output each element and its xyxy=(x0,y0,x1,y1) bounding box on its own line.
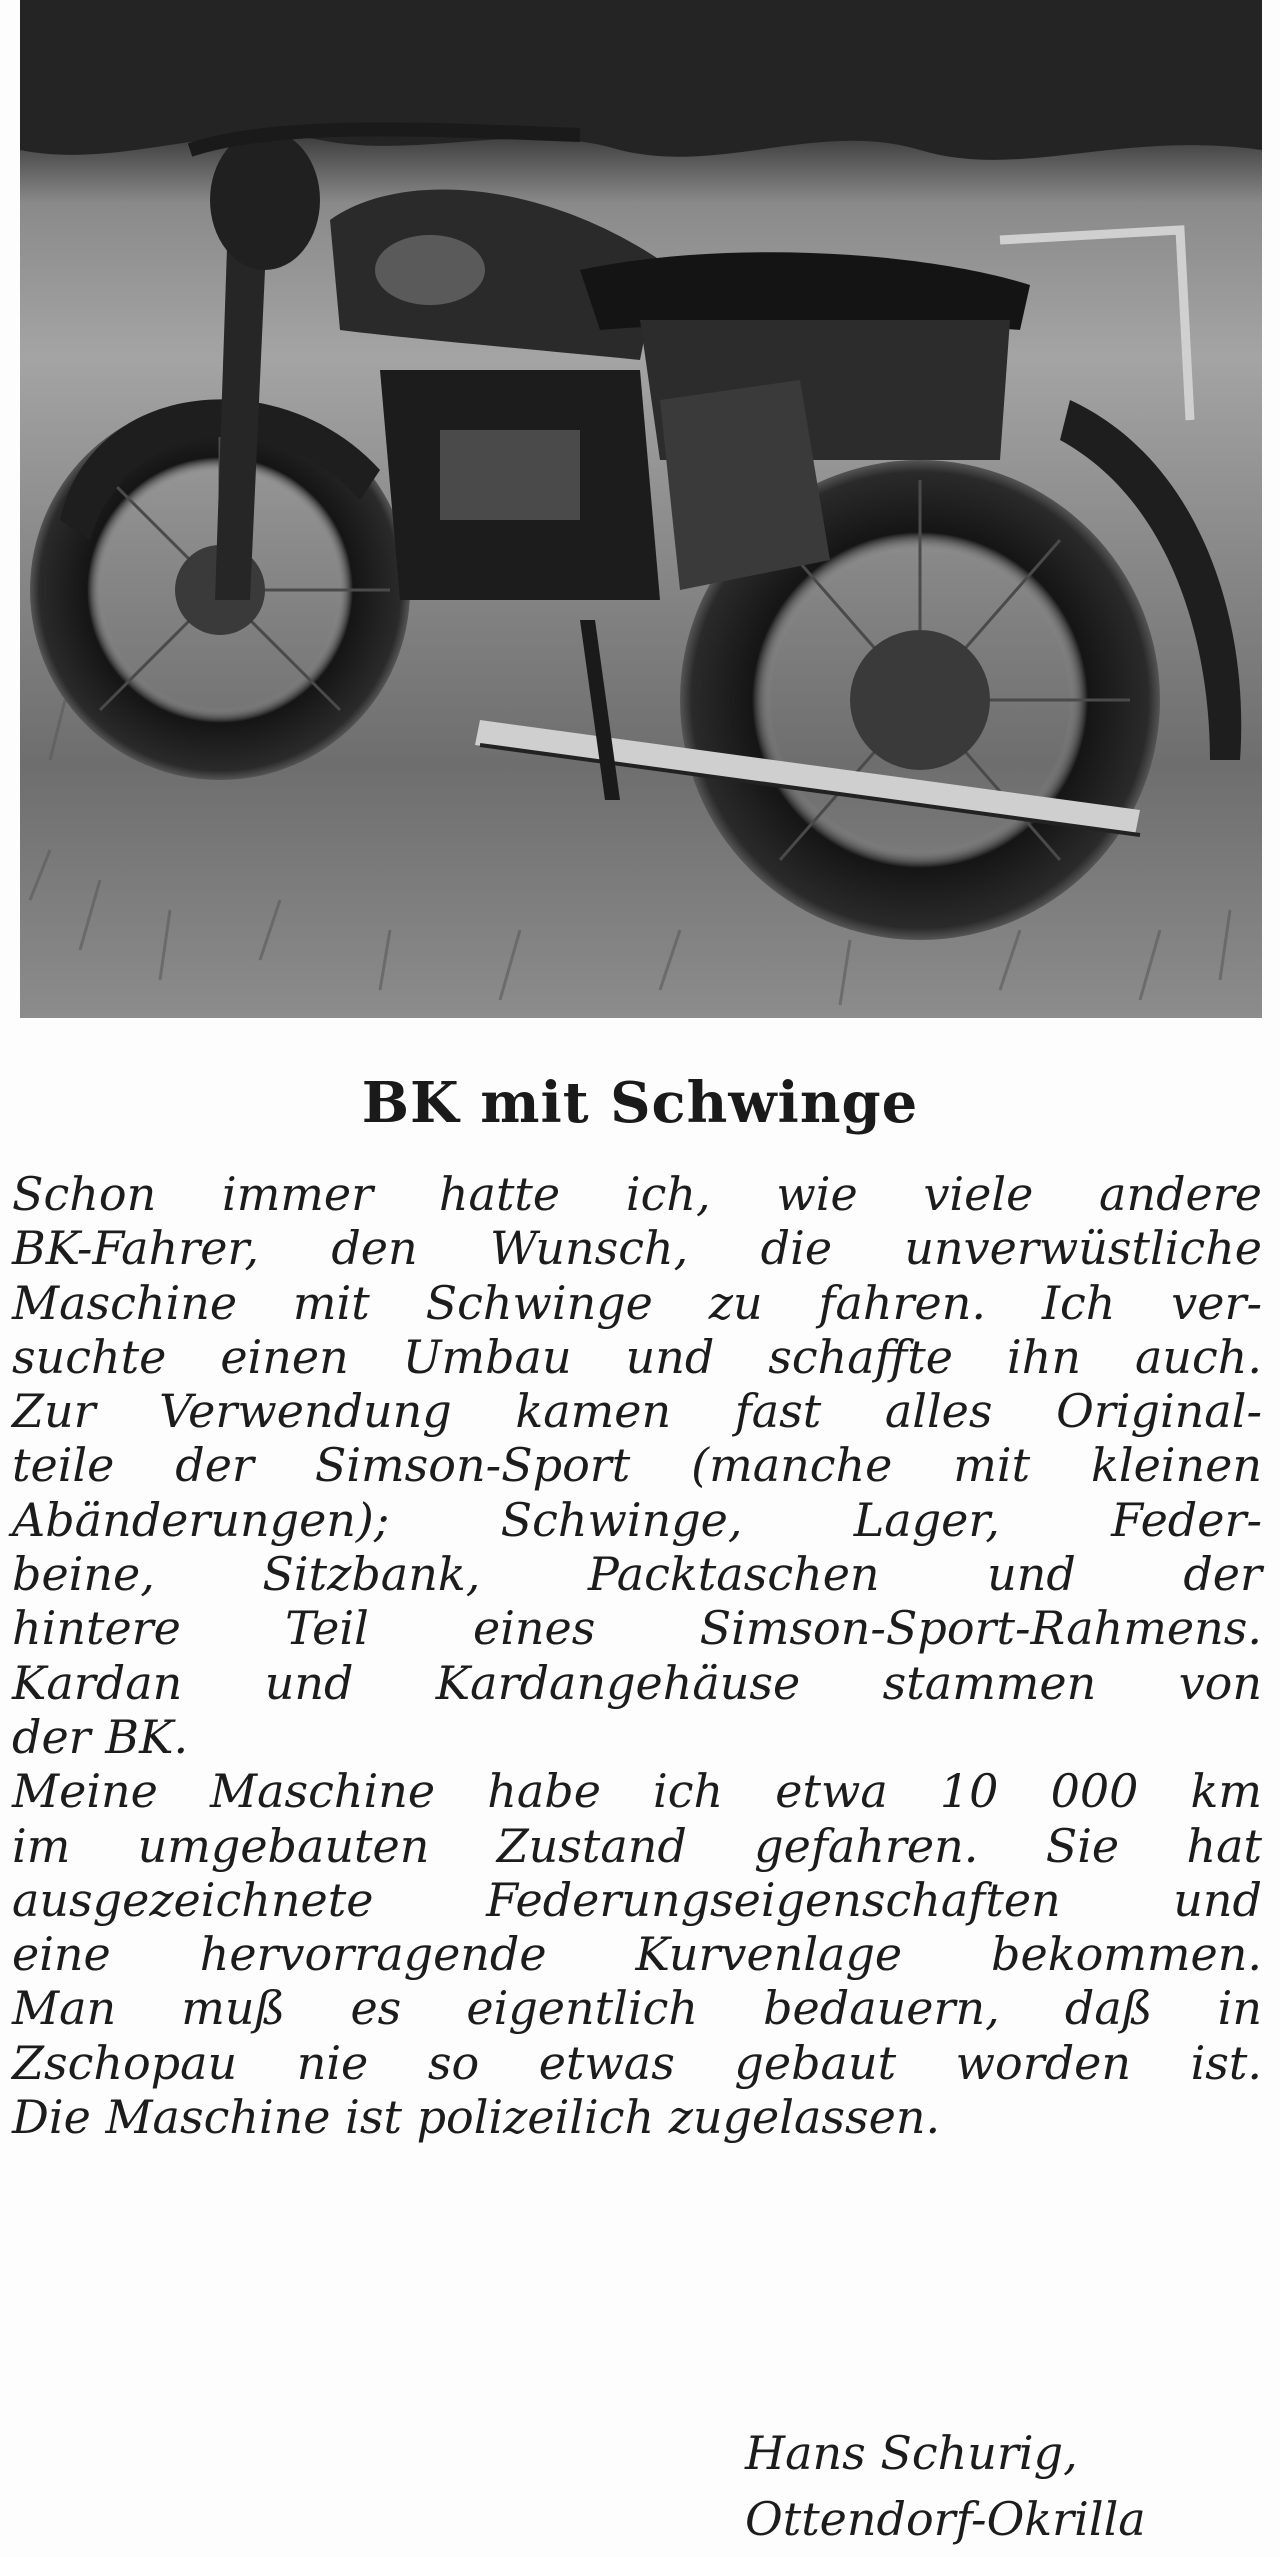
article-line: Maschine mit Schwinge zu fahren. Ich ver- xyxy=(12,1275,1262,1330)
article-body xyxy=(12,1167,1262,2144)
article-line: Die Maschine ist polizeilich zugelassen. xyxy=(12,2090,941,2145)
article-line: Man muß es eigentlich bedauern, daß in xyxy=(12,1981,1262,2036)
article-line: ausgezeichnete Federungseigenschaften und xyxy=(12,1872,1262,1927)
author-name: Hans Schurig, xyxy=(745,2426,1078,2480)
article-line: teile der Simson-Sport (manche mit kleinen xyxy=(12,1438,1262,1493)
article-line: Meine Maschine habe ich etwa 10 000 km xyxy=(12,1764,1262,1819)
article-line: im umgebauten Zustand gefahren. Sie hat xyxy=(12,1818,1262,1873)
article-line: hintere Teil eines Simson-Sport-Rahmens. xyxy=(12,1601,1262,1656)
article-line: Schon immer hatte ich, wie viele andere xyxy=(12,1167,1262,1221)
author-signature xyxy=(745,2420,1146,2552)
article-line: der BK. xyxy=(12,1709,189,1764)
article-line: eine hervorragende Kurvenlage bekommen. xyxy=(12,1927,1262,1982)
article-line: Zur Verwendung kamen fast alles Original- xyxy=(12,1384,1262,1439)
author-location: Ottendorf-Okrilla xyxy=(745,2492,1146,2546)
article-line: suchte einen Umbau und schaffte ihn auch. xyxy=(12,1329,1262,1384)
article-line: beine, Sitzbank, Packtaschen und der xyxy=(12,1547,1262,1602)
article-line: BK-Fahrer, den Wunsch, die unverwüstliche xyxy=(12,1221,1262,1276)
article-headline: BK mit Schwinge xyxy=(361,1070,919,1136)
article-line: Kardan und Kardangehäuse stammen von xyxy=(12,1655,1262,1710)
article-line: Zschopau nie so etwas gebaut worden ist. xyxy=(12,2035,1262,2090)
article-line: Abänderungen); Schwinge, Lager, Feder- xyxy=(12,1492,1262,1547)
motorcycle-illustration xyxy=(20,0,1262,1018)
motorcycle-photo xyxy=(20,0,1262,1018)
